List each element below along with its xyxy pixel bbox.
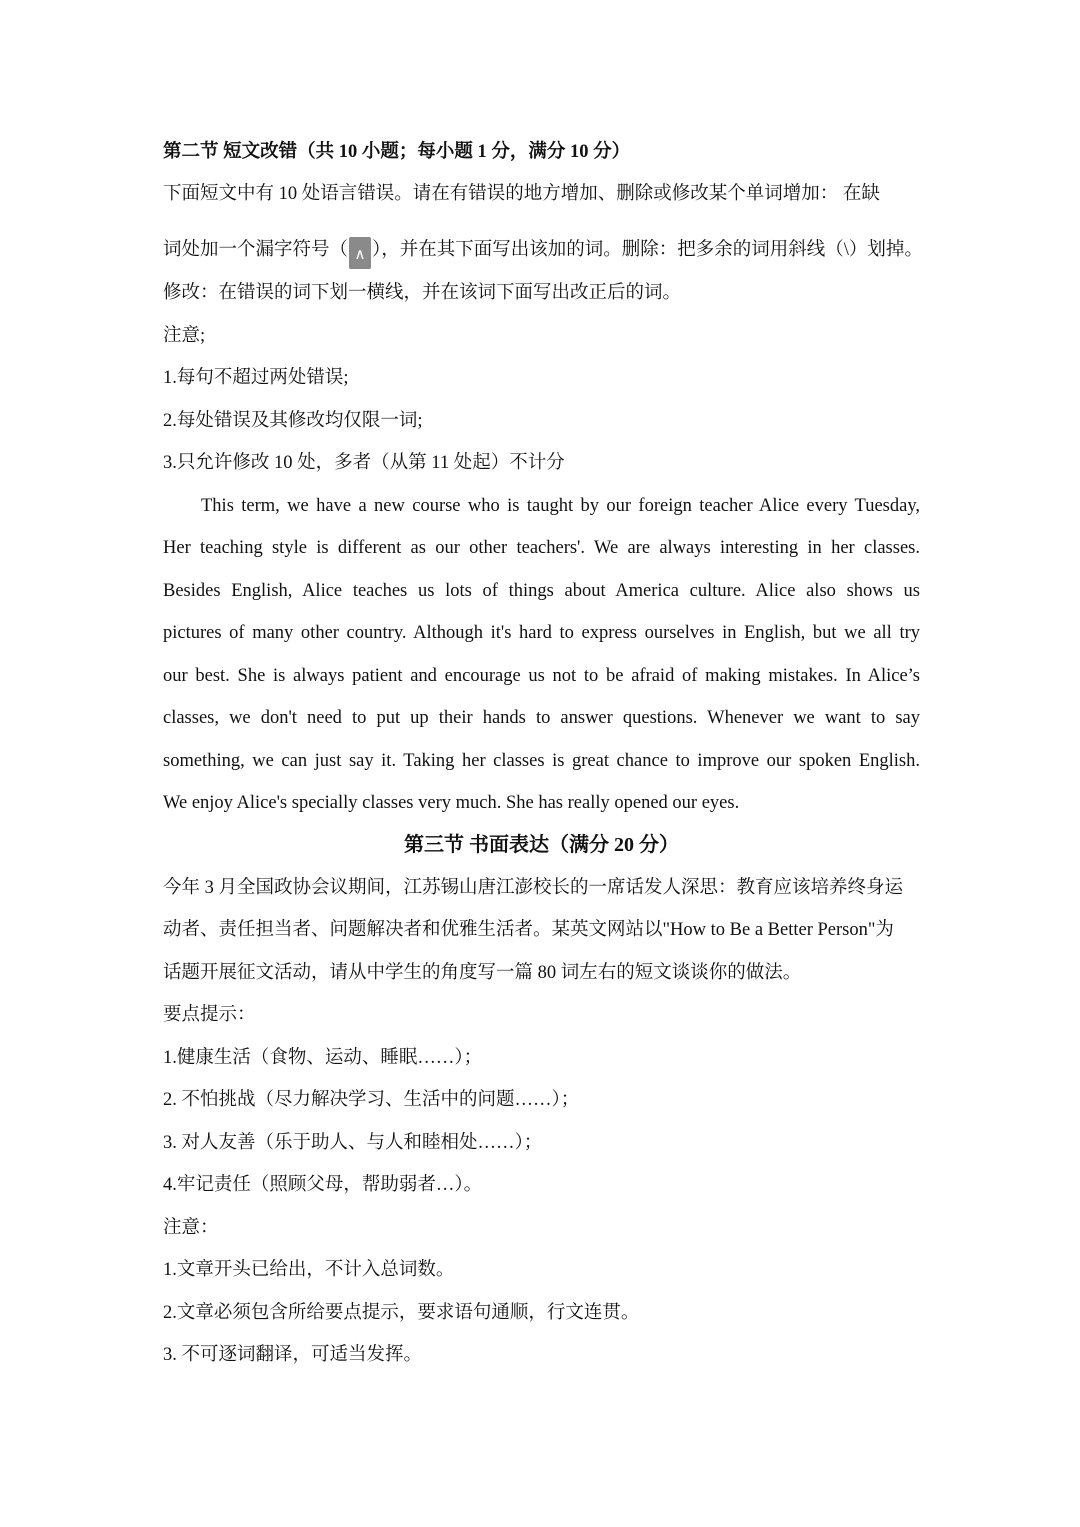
section3-prompt-line2: 动者、责任担当者、问题解决者和优雅生活者。某英文网站以"How to Be a Better Person"为 [163, 920, 894, 940]
section3-point-1: 1.健康生活（食物、运动、睡眠……）； [163, 1048, 483, 1068]
section3-point-2: 2. 不怕挑战（尽力解决学习、生活中的问题……）； [163, 1090, 580, 1110]
section3-note-label: 注意： [163, 1218, 219, 1238]
section3-note-1: 1.文章开头已给出，不计入总词数。 [163, 1260, 455, 1280]
passage-line-5: our best. She is always patient and encourage us not to be afraid of making mistakes. In Alice’s [163, 666, 920, 686]
passage-line-1: This term, we have a new course who is taught by our foreign teacher Alice every Tuesday, [201, 496, 920, 516]
section2-instruction-line2 [163, 237, 923, 269]
section3-prompt-line3: 话题开展征文活动，请从中学生的角度写一篇 80 词左右的短文谈谈你的做法。 [163, 963, 802, 983]
passage-line-3: Besides English, Alice teaches us lots of things about America culture. Alice also shows us [163, 581, 920, 601]
section2-note-2: 2.每处错误及其修改均仅限一词; [163, 411, 423, 431]
passage-line-2: Her teaching style is different as our other teachers'. We are always interesting in her classes. [163, 538, 920, 558]
section2-note-3: 3.只允许修改 10 处，多者（从第 11 处起）不计分 [163, 453, 565, 473]
section2-instruction-line2-part1: 词处加一个漏字符号（ [163, 240, 349, 260]
section3-points-label: 要点提示： [163, 1005, 256, 1025]
section2-note-1: 1.每句不超过两处错误; [163, 368, 349, 388]
section3-note-3: 3. 不可逐词翻译，可适当发挥。 [163, 1345, 423, 1365]
section3-point-4: 4.牢记责任（照顾父母，帮助弱者…）。 [163, 1175, 483, 1195]
section2-instruction-line1: 下面短文中有 10 处语言错误。请在有错误的地方增加、删除或修改某个单词增加： 在缺 [163, 184, 880, 204]
section2-instruction-line2-part2: ），并在其下面写出该加的词。删除：把多余的词用斜线（\）划掉。 [372, 240, 923, 260]
section3-title: 第三节 书面表达（满分 20 分） [404, 834, 679, 856]
section2-note-label: 注意; [163, 326, 206, 346]
passage-line-4: pictures of many other country. Although it's hard to express ourselves in English, but we all try [163, 623, 920, 643]
section3-prompt-line1: 今年 3 月全国政协会议期间，江苏锡山唐江澎校长的一席话发人深思：教育应该培养终身运 [163, 878, 904, 898]
section3-note-2: 2.文章必须包含所给要点提示，要求语句通顺，行文连贯。 [163, 1303, 640, 1323]
passage-line-8: We enjoy Alice's specially classes very much. She has really opened our eyes. [163, 793, 740, 813]
caret-symbol-icon: ∧ [349, 237, 371, 269]
section3-point-3: 3. 对人友善（乐于助人、与人和睦相处……）； [163, 1133, 543, 1153]
section2-title: 第二节 短文改错（共 10 小题；每小题 1 分，满分 10 分） [163, 142, 631, 162]
passage-line-6: classes, we don't need to put up their hands to answer questions. Whenever we want to say [163, 708, 920, 728]
passage-line-7: something, we can just say it. Taking her classes is great chance to improve our spoken English. [163, 751, 920, 771]
section2-instruction-line3: 修改：在错误的词下划一横线，并在该词下面写出改正后的词。 [163, 283, 682, 303]
